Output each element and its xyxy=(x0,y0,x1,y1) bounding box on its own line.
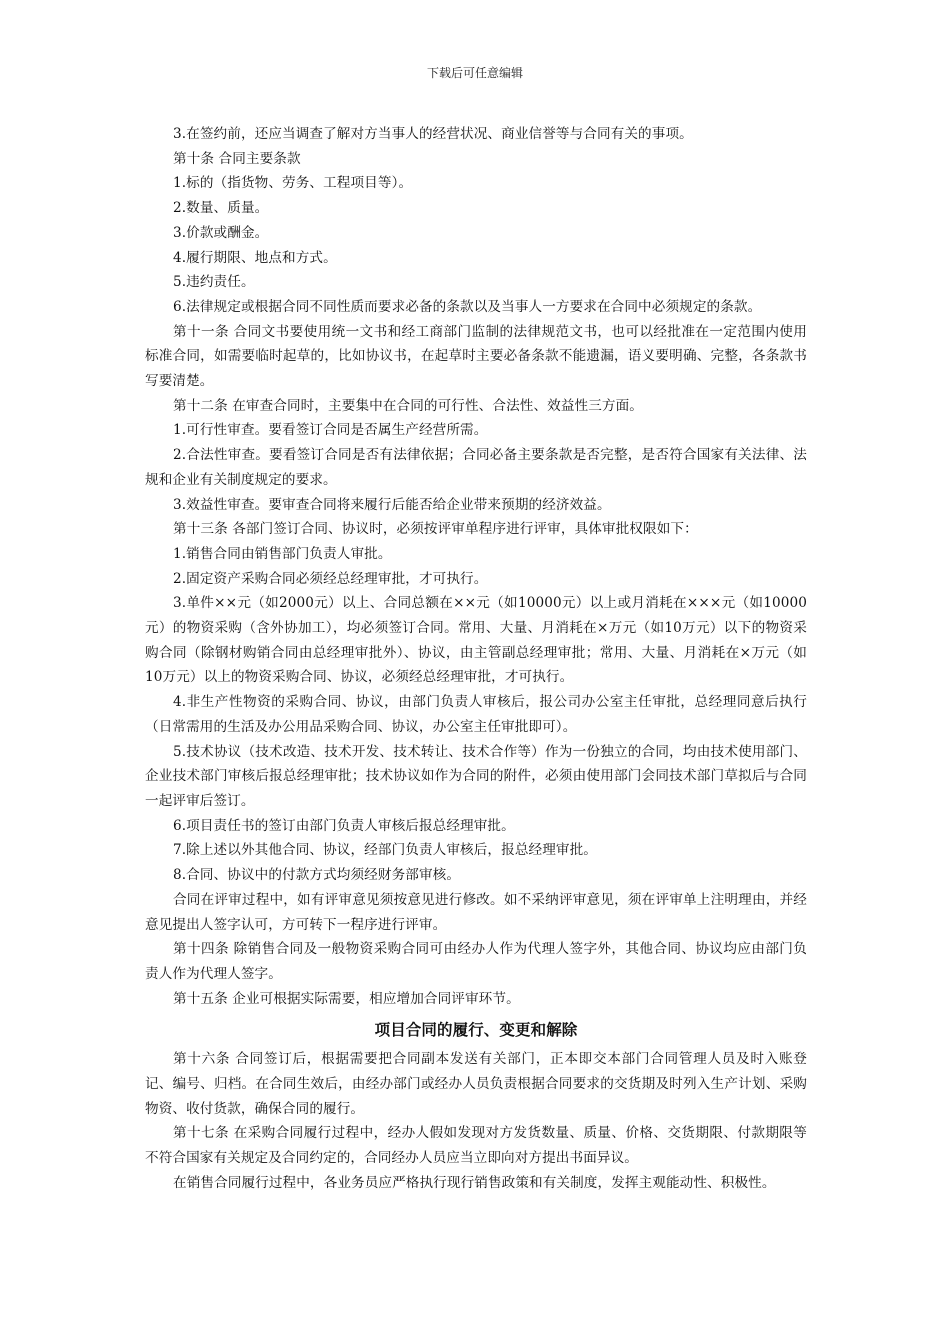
paragraph: 6.项目责任书的签订由部门负责人审核后报总经理审批。 xyxy=(173,817,515,834)
paragraph: 4.非生产性物资的采购合同、协议，由部门负责人审核后，报公司办公室主任审批，总经理同意后执行（日常需用的生活及办公用品采购合同、协议，办公室主任审批即可）。 xyxy=(145,694,807,735)
paragraph: 第十三条 各部门签订合同、协议时，必须按评审单程序进行评审，具体审批权限如下： xyxy=(173,521,698,538)
paragraph: 3.价款或酬金。 xyxy=(173,224,269,241)
paragraph: 4.履行期限、地点和方式。 xyxy=(173,249,337,266)
page-header: 下载后可任意编辑 xyxy=(426,66,523,80)
paragraph: 2.数量、质量。 xyxy=(173,200,269,217)
paragraph: 第十五条 企业可根据实际需要，相应增加合同评审环节。 xyxy=(173,990,520,1007)
paragraph: 5.技术协议（技术改造、技术开发、技术转让、技术合作等）作为一份独立的合同，均由技术使用部门、企业技术部门审核后报总经理审批；技术协议如作为合同的附件，必须由使用部门会同技术部门草拟后与合同一起评审后签订。 xyxy=(145,743,807,809)
paragraph: 3.效益性审查。要审查合同将来履行后能否给企业带来预期的经济效益。 xyxy=(173,496,611,513)
paragraph: 1.可行性审查。要看签订合同是否属生产经营所需。 xyxy=(173,422,488,439)
paragraph: 第十一条 合同文书要使用统一文书和经工商部门监制的法律规范文书，也可以经批准在一定范围内使用标准合同，如需要临时起草的，比如协议书，在起草时主要必备条款不能遗漏，语义要明确、完整，各条款书写要清楚。 xyxy=(145,323,807,390)
paragraph: 7.除上述以外其他合同、协议，经部门负责人审核后，报总经理审批。 xyxy=(173,842,597,859)
section-title: 项目合同的履行、变更和解除 xyxy=(374,1021,578,1040)
paragraph: 第十二条 在审查合同时，主要集中在合同的可行性、合法性、效益性三方面。 xyxy=(173,397,644,414)
paragraph: 1.销售合同由销售部门负责人审批。 xyxy=(173,545,392,562)
paragraph: 5.违约责任。 xyxy=(173,274,255,291)
paragraph: 第十六条 合同签订后，根据需要把合同副本发送有关部门，正本即交本部门合同管理人员及时入账登记、编号、归档。在合同生效后，由经办部门或经办人员负责根据合同要求的交货期及时列入生产计划、采购物资、收付货款，确保合同的履行。 xyxy=(145,1051,807,1117)
paragraph: 第十条 合同主要条款 xyxy=(173,150,301,167)
paragraph: 2.固定资产采购合同必须经总经理审批，才可执行。 xyxy=(173,570,488,587)
document-body xyxy=(145,122,807,1196)
paragraph: 第十七条 在采购合同履行过程中，经办人假如发现对方发货数量、质量、价格、交货期限、付款期限等不符合国家有关规定及合同约定的，合同经办人员应当立即向对方提出书面异议。 xyxy=(145,1125,807,1167)
paragraph: 合同在评审过程中，如有评审意见须按意见进行修改。如不采纳评审意见，须在评审单上注明理由，并经意见提出人签字认可，方可转下一程序进行评审。 xyxy=(145,891,807,933)
paragraph-group-review xyxy=(145,122,807,1011)
paragraph: 2.合法性审查。要看签订合同是否有法律依据；合同必备主要条款是否完整，是否符合国家有关法律、法规和企业有关制度规定的要求。 xyxy=(145,447,807,488)
paragraph: 3.在签约前，还应当调查了解对方当事人的经营状况、商业信誉等与合同有关的事项。 xyxy=(173,126,693,142)
paragraph: 3.单件××元（如2000元）以上、合同总额在××元（如10000元）以上或月消耗在×××元（如10000元）的物资采购（含外协加工），均必须签订合同。常用、大量、月消耗在×万元（如10万元）以下的物资采购合同（除钢材购销合同由总经理审批外）、协议，由主管副总经理审批；常用、大量、月消耗在×万元（如10万元）以上的物资采购合同、协议，必须经总经理审批，才可执行。 xyxy=(145,595,807,686)
paragraph: 6.法律规定或根据合同不同性质而要求必备的条款以及当事人一方要求在合同中必须规定的条款。 xyxy=(173,298,762,315)
paragraph: 第十四条 除销售合同及一般物资采购合同可由经办人作为代理人签字外，其他合同、协议均应由部门负责人作为代理人签字。 xyxy=(145,941,807,982)
paragraph: 8.合同、协议中的付款方式均须经财务部审核。 xyxy=(173,867,461,884)
paragraph: 1.标的（指货物、劳务、工程项目等）。 xyxy=(173,175,413,192)
paragraph-group-performance xyxy=(145,1047,807,1195)
paragraph: 在销售合同履行过程中，各业务员应严格执行现行销售政策和有关制度，发挥主观能动性、积极性。 xyxy=(173,1174,776,1191)
